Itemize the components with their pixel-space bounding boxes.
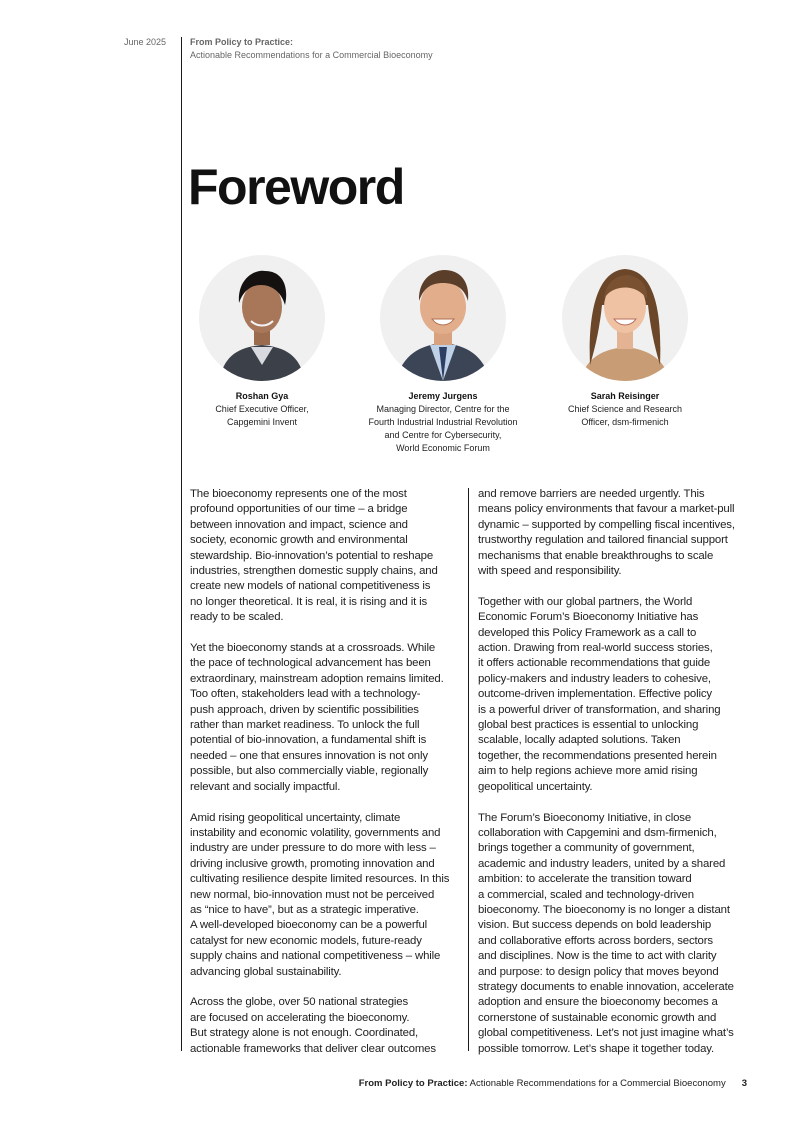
body-line: create new models of national competitiveness is	[190, 580, 431, 593]
portrait-photo	[380, 255, 506, 381]
body-line: Economic Forum’s Bioeconomy Initiative has	[478, 611, 699, 624]
body-line: new normal, bio-innovation must not be perceived	[190, 888, 435, 901]
body-line: extraordinary, mainstream adoption remains limited.	[190, 672, 444, 685]
body-line: policy-makers and industry leaders to cohesive,	[478, 672, 711, 685]
body-line: ready to be scaled.	[190, 611, 284, 624]
person-role-line: Chief Science and Research	[567, 404, 683, 414]
body-line: global competitiveness. Let’s not just imagine what’s	[478, 1027, 734, 1040]
person-card-sarah-reisinger	[535, 255, 715, 429]
body-line: instability and economic volatility, governments and	[190, 826, 441, 839]
body-line: advancing global sustainability.	[190, 965, 342, 978]
footer-title-bold: From Policy to Practice:	[358, 1078, 468, 1089]
body-line: between innovation and impact, science and	[190, 518, 408, 531]
body-line: catalyst for new economic models, future-ready	[190, 934, 422, 947]
body-line: supply chains and national competitiveness – while	[190, 950, 441, 963]
person-name: Roshan Gya	[235, 391, 289, 401]
person-role-line: Capgemini Invent	[226, 417, 298, 427]
person-role-line: World Economic Forum	[396, 443, 490, 453]
body-line: adoption and ensure the bioeconomy becomes a	[478, 996, 718, 1009]
body-line: industry are under pressure to do more with less –	[190, 842, 436, 855]
person-name: Sarah Reisinger	[590, 391, 660, 401]
body-line: as “nice to have”, but as a strategic imperative.	[190, 903, 419, 916]
body-line: Amid rising geopolitical uncertainty, climate	[190, 811, 401, 824]
body-line: industries, strengthen domestic supply chains, and	[190, 565, 438, 578]
body-line: The bioeconomy represents one of the most	[190, 488, 407, 500]
body-line: push approach, driven by scientific possibilities	[190, 703, 419, 716]
body-line: relevant and socially impactful.	[190, 780, 341, 793]
person-role-line: Managing Director, Centre for the	[376, 404, 510, 414]
body-paragraph	[190, 811, 462, 980]
body-paragraph	[478, 595, 750, 795]
person-role-line: Chief Executive Officer,	[215, 404, 309, 414]
footer-title-rest: Actionable Recommendations for a Commercial Bioeconomy	[467, 1078, 726, 1089]
header-date: June 2025	[124, 37, 167, 47]
portrait-photo	[562, 255, 688, 381]
body-line: driving inclusive growth, promoting innovation and	[190, 857, 435, 870]
page-title: Foreword	[188, 159, 404, 215]
body-line: ambition: to accelerate the transition toward	[478, 873, 692, 886]
body-line: scalable, locally adapted solutions. Taken	[478, 734, 681, 747]
margin-rule	[181, 37, 182, 1051]
body-line: potential of bio-innovation, a fundamental shift is	[190, 734, 427, 747]
body-line: no longer theoretical. It is real, it is rising and it is	[190, 595, 428, 608]
body-paragraph	[478, 487, 750, 579]
body-line: vision. But success depends on bold leadership	[478, 919, 712, 932]
body-column-left	[190, 487, 462, 1072]
page-footer	[359, 1078, 747, 1089]
body-line: Too often, stakeholders lead with a technology-	[190, 688, 421, 701]
person-name: Jeremy Jurgens	[408, 391, 478, 401]
person-role-line: and Centre for Cybersecurity,	[384, 430, 502, 440]
body-line: geopolitical uncertainty.	[478, 780, 593, 793]
body-line: dynamic – supported by compelling fiscal incentives,	[478, 518, 735, 531]
page-number: 3	[741, 1078, 747, 1089]
header-title: From Policy to Practice:	[190, 37, 294, 47]
body-line: it offers actionable recommendations that guide	[478, 657, 711, 670]
body-line: possible tomorrow. Let’s shape it together today.	[478, 1042, 715, 1055]
body-line: a commercial, scaled and technology-driven	[478, 888, 694, 901]
body-column-right	[478, 487, 750, 1072]
body-line: the pace of technological advancement has been	[190, 657, 431, 670]
header-subtitle: Actionable Recommendations for a Commercial Bioeconomy	[190, 50, 433, 60]
body-line: together, the recommendations presented herein	[478, 749, 717, 762]
body-line: stewardship. Bio-innovation’s potential to reshape	[190, 549, 434, 562]
body-line: developed this Policy Framework as a call to	[478, 626, 697, 639]
body-line: profound opportunities of our time – a bridge	[190, 503, 408, 516]
body-line: and disciplines. Now is the time to act with clarity	[478, 950, 717, 963]
column-divider	[468, 488, 469, 1051]
body-line: collaboration with Capgemini and dsm-firmenich,	[478, 826, 717, 839]
body-line: A well-developed bioeconomy can be a powerful	[190, 919, 428, 932]
body-line: Across the globe, over 50 national strategies	[190, 996, 409, 1009]
body-paragraph	[190, 641, 462, 795]
body-line: strategy documents to enable innovation, accelerate	[478, 980, 734, 993]
body-line: rather than market readiness. To unlock the full	[190, 719, 420, 732]
person-role-line: Officer, dsm-firmenich	[581, 417, 669, 427]
body-line: aim to help regions achieve more amid rising	[478, 765, 698, 778]
body-line: with speed and responsibility.	[478, 565, 622, 578]
body-line: Yet the bioeconomy stands at a crossroads. While	[190, 642, 436, 655]
body-line: and collaborative efforts across borders, sectors	[478, 934, 713, 947]
body-line: cultivating resilience despite limited resources. In this	[190, 873, 450, 886]
body-line: The Forum’s Bioeconomy Initiative, in close	[478, 811, 692, 824]
person-card-roshan-gya	[172, 255, 352, 429]
body-line: outcome-driven implementation. Effective policy	[478, 688, 712, 701]
body-line: trustworthy regulation and tailored financial support	[478, 534, 728, 547]
body-line: brings together a community of government,	[478, 842, 695, 855]
body-paragraph	[478, 811, 750, 1058]
body-line: academic and industry leaders, united by a shared	[478, 857, 726, 870]
body-line: society, economic growth and environmental	[190, 534, 408, 547]
body-line: Together with our global partners, the World	[478, 595, 693, 608]
body-line: bioeconomy. The bioeconomy is no longer a distant	[478, 903, 730, 916]
body-line: action. Drawing from real-world success stories,	[478, 642, 713, 655]
body-line: global best practices is essential to unlocking	[478, 719, 699, 732]
body-paragraph	[190, 995, 462, 1057]
body-line: is a powerful driver of transformation, and sharing	[478, 703, 721, 716]
person-card-jeremy-jurgens	[353, 255, 533, 455]
body-line: and purpose: to design policy that moves beyond	[478, 965, 719, 978]
body-line: But strategy alone is not enough. Coordinated,	[190, 1027, 419, 1040]
portrait-photo	[199, 255, 325, 381]
body-line: actionable frameworks that deliver clear outcomes	[190, 1042, 436, 1055]
person-role-line: Fourth Industrial Industrial Revolution	[368, 417, 518, 427]
body-line: and remove barriers are needed urgently. This	[478, 488, 705, 500]
body-line: mechanisms that enable breakthroughs to scale	[478, 549, 714, 562]
body-line: means policy environments that favour a market-pull	[478, 503, 735, 516]
body-line: possible, but also commercially viable, regionally	[190, 765, 429, 778]
body-line: are focused on accelerating the bioeconomy.	[190, 1011, 410, 1024]
body-line: cornerstone of sustainable economic growth and	[478, 1011, 717, 1024]
body-paragraph	[190, 487, 462, 626]
body-line: needed – one that ensures innovation is not only	[190, 749, 428, 762]
